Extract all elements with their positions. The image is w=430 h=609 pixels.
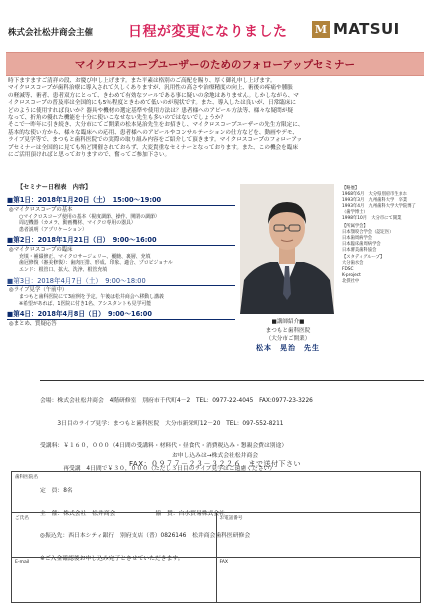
logo-mark-icon: M (312, 21, 330, 38)
study-group-item: 大分歯水会 (342, 261, 364, 267)
name-label: ご氏名 (15, 516, 29, 521)
phone-field[interactable] (216, 513, 421, 558)
career-item: 1993年4月 九州歯科大学大学院博了 (342, 204, 416, 210)
venue-live-line: 3日目のライブ見学：まつもと歯科医院 大分市新栄町12－20 TEL：097-552-8211 (40, 420, 284, 427)
session-day-4 (7, 308, 235, 328)
payment-notice: ※ご入金確認後お申し込み完了とさせていただきます。 (40, 555, 184, 562)
logo-text: MATSUI (333, 20, 400, 38)
session-day-2 (7, 234, 235, 273)
support-line: 協 賛：白水貿易株式会社 (155, 510, 225, 517)
company-logo (312, 19, 424, 39)
venue-line: 会場：株式会社松井商会 4階研修室 別府市千代町4－2 TEL：0977-22-4045 FAX:0977-23-3226 (40, 398, 313, 404)
apply-fax: FAX：０９７７－２３－３２２６ まで送付下さい (129, 460, 301, 468)
sponsor-line: 主 催：株式会社 松井商会 (40, 510, 116, 517)
schedule-title: 【セミナー日程表 内容】 (17, 184, 92, 191)
host-label: 株式会社松井商会主催 (8, 28, 94, 38)
session-topic: ◎ライブ見学（午前中） (9, 287, 68, 294)
study-group-heading: 【スタディグループ】 (342, 255, 385, 261)
schedule-change-notice: 日程が変更になりました (128, 24, 288, 40)
session-date: ■第1日：2018年1月20日（土） 15:00〜19:00 (7, 196, 162, 204)
speaker-career (342, 186, 426, 286)
clinic-name-label: 歯科医院名 (15, 475, 38, 480)
session-items: 充填・補綴修正、マイクロサージェリー、覆髄、裏層、充填 歯冠修復（審美修復）：歯肉圧排、形成、印象、適合、プロビジョナル エンド：根管口、拡大、洗浄、根管充填 (19, 253, 173, 273)
bank-account-line: ◎振込先：西日本シティ銀行 別府支店（普）0826146 松井商会歯科医研修会 (40, 533, 251, 539)
seminar-title-banner: マイクロスコープユーザーのためのフォローアップセミナー (6, 52, 424, 76)
session-day-3 (7, 275, 235, 308)
speaker-photo (240, 184, 334, 314)
society-heading: 【所属学会】 (342, 223, 368, 229)
refee-line: 再受講 4日間で￥３０，０００（ただし３日目のライブ見学はご遠慮ください） (40, 465, 276, 472)
career-item: 1998年10月 大分市にて開業 (342, 216, 402, 222)
society-item: 日本審美歯科協会 (342, 247, 377, 253)
study-group-item: K-project (342, 273, 361, 279)
career-item: （歯学博士） (342, 210, 368, 216)
speaker-intro-label: ■講師紹介■ (271, 319, 305, 325)
session-date: ■第3日：2018年4月7日（土） 9:00〜18:00 (7, 276, 146, 285)
session-items: まつもと歯科医院にて3症例を予定。午後は松井商会へ移動し講義 ※希望があれば、1医院に付き1名、アシスタントも見学可能 (19, 294, 164, 307)
email-label: E-mail (15, 560, 30, 565)
study-group-item: FDSC (342, 267, 354, 273)
fee-line: 受講料：￥１６０，０００（4日間の受講料・材料代・昼食代・消費税込み・懇親会費は別途） (40, 443, 288, 449)
session-date: ■第4日：2018年4月8日（日） 9:00〜16:00 (7, 310, 152, 319)
person-portrait-icon (240, 184, 334, 314)
speaker-intro (236, 318, 340, 352)
session-topic: ◎まとめ、質疑応答 (9, 320, 57, 327)
session-topic: ◎マイクロスコープの基本 (9, 206, 73, 213)
speaker-clinic: まつもと歯科医院 (265, 327, 311, 334)
capacity-line: 定 員：8名 (40, 488, 73, 494)
session-date: ■第2日：2018年1月21日（日） 9:00〜16:00 (7, 236, 157, 245)
email-field[interactable] (12, 558, 217, 603)
career-heading: 【略歴】 (342, 186, 360, 191)
intro-paragraph: 時下ますますご清祥の段、お慶び申し上げます。また平素は格別のご高配を賜り、厚く御礼申し上げます。 マイクロスコープが歯科治療に導入されて久しくありますが、汎用性の高さや治療精度の向上、術後の疼痛や腫脹 の軽減等、術者、患者双方にとって、きわめて有効なツールである事に疑いの余地はありません。しかしながら、マ イクロスコープの普及率は全国的にも5％程度ときわめて低いのが現状です。また、導入したは良いが、日常臨床に どのように使用すれば良いか？器具や機材の選定基準や使用方法は？患者様へのアピール方法等、様々な疑問が疑 なって、折角の優れた機能を十分に使いこなせない先生も多いのではないでしょうか？ そこで一昨年に引き続き、大分市にてご開業の松本晃治先生をお招きし、マイクロスコープユーザーの先生方限定に、 基本的な使い方から、様々な臨床への応用、患者様へのアピールやコンサルテーションの仕方などを、動画やデモ、 ライブ見学等で、まつもと歯科医院での実際の取り組み内容をご紹介して頂きます。マイクロスコープのフォローアッ プセミナーは全国的に見ても殆ど開催されておらず、大変貴重なセミナーとなっております。また、この機会を臨床 にご活用頂ければと思っておりますので、奮ってご参加下さい。 (8, 78, 304, 159)
session-topic: ◎マイクロスコープの臨床 (9, 246, 73, 253)
session-day-1 (7, 194, 235, 233)
fax-label: FAX (219, 560, 229, 565)
application-info (0, 452, 430, 468)
session-items: ○マイクロスコープ使用の基本（視度調節、操作、開閉の調節） 周辺機器（カメラ、動画機材、マイクロ専用の器具） 患者説明（アプリケーション） (19, 213, 160, 233)
speaker-location: （大分市ご開業） (265, 336, 311, 343)
study-group-item: 北摂社中 (342, 279, 360, 285)
apply-to: お申し込みは→株式会社松井商会 (171, 453, 258, 459)
clinic-name-field[interactable] (12, 472, 421, 513)
fax-field[interactable] (216, 558, 421, 603)
career-item: 1968年6月 大分県別府市生まれ (342, 192, 408, 198)
speaker-name: 松本 晃治 先生 (256, 343, 320, 352)
society-item: 日本顎咬合学会（認定医） (342, 229, 394, 235)
phone-label: お電話番号 (219, 516, 243, 521)
name-field[interactable] (12, 510, 217, 558)
career-item: 1993年3月 九州歯科大学 卒業 (342, 198, 408, 204)
society-item: 日本臨床歯周病学会 (342, 241, 381, 247)
application-form (11, 471, 421, 603)
society-item: 日本歯周病学会 (342, 235, 373, 241)
seminar-schedule (7, 182, 235, 327)
